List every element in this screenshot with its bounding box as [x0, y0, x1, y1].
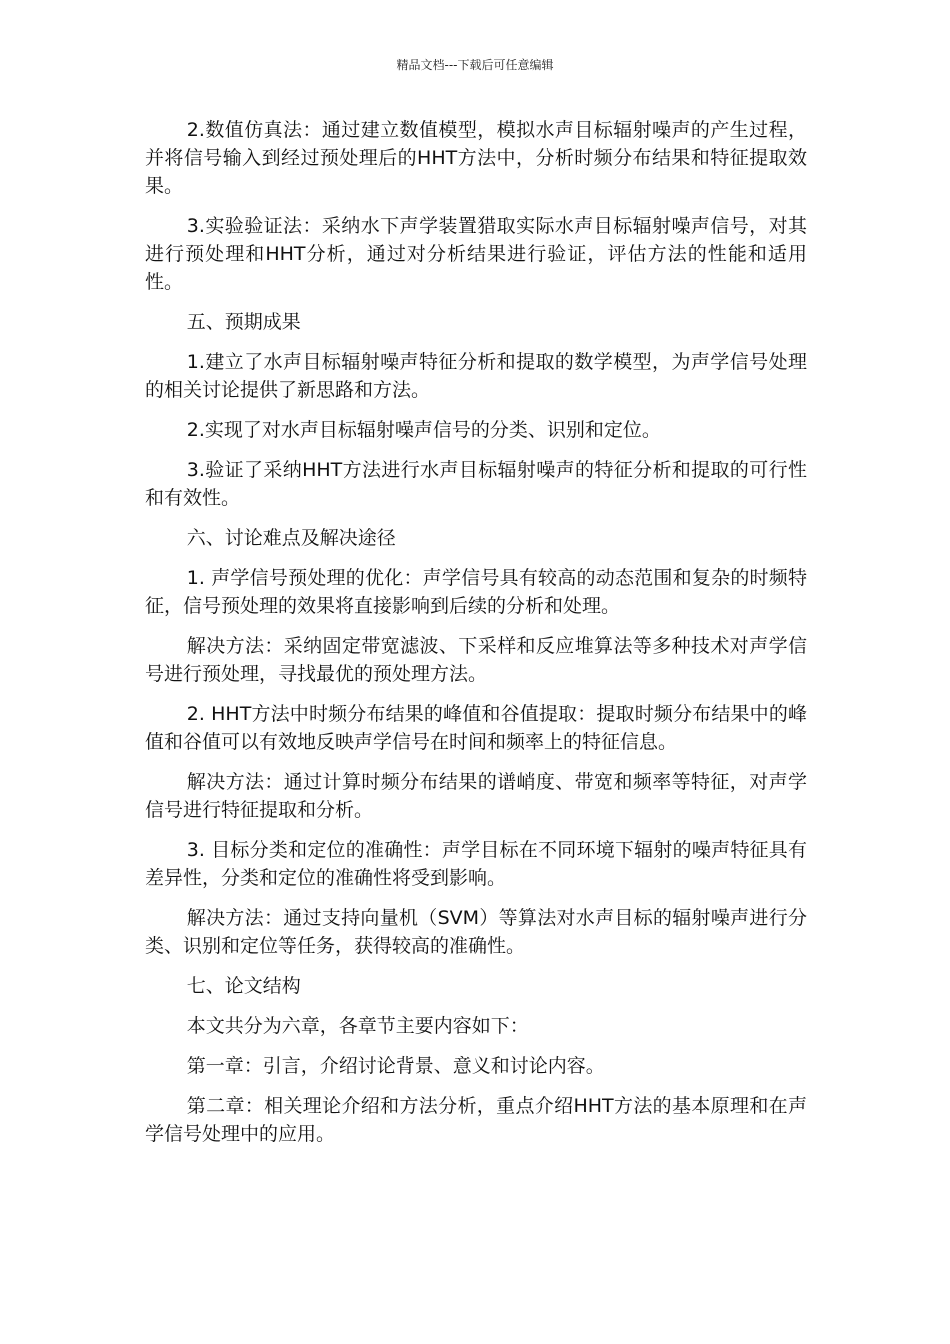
paragraph-difficulty-3: 3. 目标分类和定位的准确性：声学目标在不同环境下辐射的噪声特征具有差异性，分类和定位的准确性将受到影响。 — [145, 839, 807, 889]
paragraph-chapter-2: 第二章：相关理论介绍和方法分析，重点介绍HHT方法的基本原理和在声学信号处理中的应用。 — [145, 1095, 807, 1145]
page-header: 精品文档---下载后可任意编辑 — [396, 58, 554, 72]
section-heading-expected-results: 五、预期成果 — [186, 311, 301, 333]
paragraph-solution-3: 解决方法：通过支持向量机（SVM）等算法对水声目标的辐射噪声进行分类、识别和定位等任务，获得较高的准确性。 — [145, 907, 807, 957]
paragraph-difficulty-2: 2. HHT方法中时频分布结果的峰值和谷值提取：提取时频分布结果中的峰值和谷值可以有效地反映声学信号在时间和频率上的特征信息。 — [145, 703, 807, 753]
paragraph-result-3: 3.验证了采纳HHT方法进行水声目标辐射噪声的特征分析和提取的可行性和有效性。 — [145, 459, 807, 509]
paragraph-structure-intro: 本文共分为六章，各章节主要内容如下： — [186, 1015, 529, 1037]
section-heading-thesis-structure: 七、论文结构 — [186, 975, 301, 997]
paragraph-solution-2: 解决方法：通过计算时频分布结果的谱峭度、带宽和频率等特征，对声学信号进行特征提取和分析。 — [145, 771, 807, 821]
paragraph-experimental-verification: 3.实验验证法：采纳水下声学装置猎取实际水声目标辐射噪声信号，对其进行预处理和HHT分析，通过对分析结果进行验证，评估方法的性能和适用性。 — [145, 215, 807, 293]
document-body — [145, 116, 807, 1160]
paragraph-result-1: 1.建立了水声目标辐射噪声特征分析和提取的数学模型，为声学信号处理的相关讨论提供了新思路和方法。 — [145, 351, 807, 401]
paragraph-result-2: 2.实现了对水声目标辐射噪声信号的分类、识别和定位。 — [186, 419, 661, 441]
paragraph-chapter-1: 第一章：引言，介绍讨论背景、意义和讨论内容。 — [186, 1055, 605, 1077]
paragraph-numerical-simulation: 2.数值仿真法：通过建立数值模型，模拟水声目标辐射噪声的产生过程，并将信号输入到经过预处理后的HHT方法中，分析时频分布结果和特征提取效果。 — [145, 119, 807, 197]
paragraph-difficulty-1: 1. 声学信号预处理的优化：声学信号具有较高的动态范围和复杂的时频特征，信号预处理的效果将直接影响到后续的分析和处理。 — [145, 567, 807, 617]
section-heading-difficulties: 六、讨论难点及解决途径 — [186, 527, 396, 549]
paragraph-solution-1: 解决方法：采纳固定带宽滤波、下采样和反应堆算法等多种技术对声学信号进行预处理，寻找最优的预处理方法。 — [145, 635, 807, 685]
